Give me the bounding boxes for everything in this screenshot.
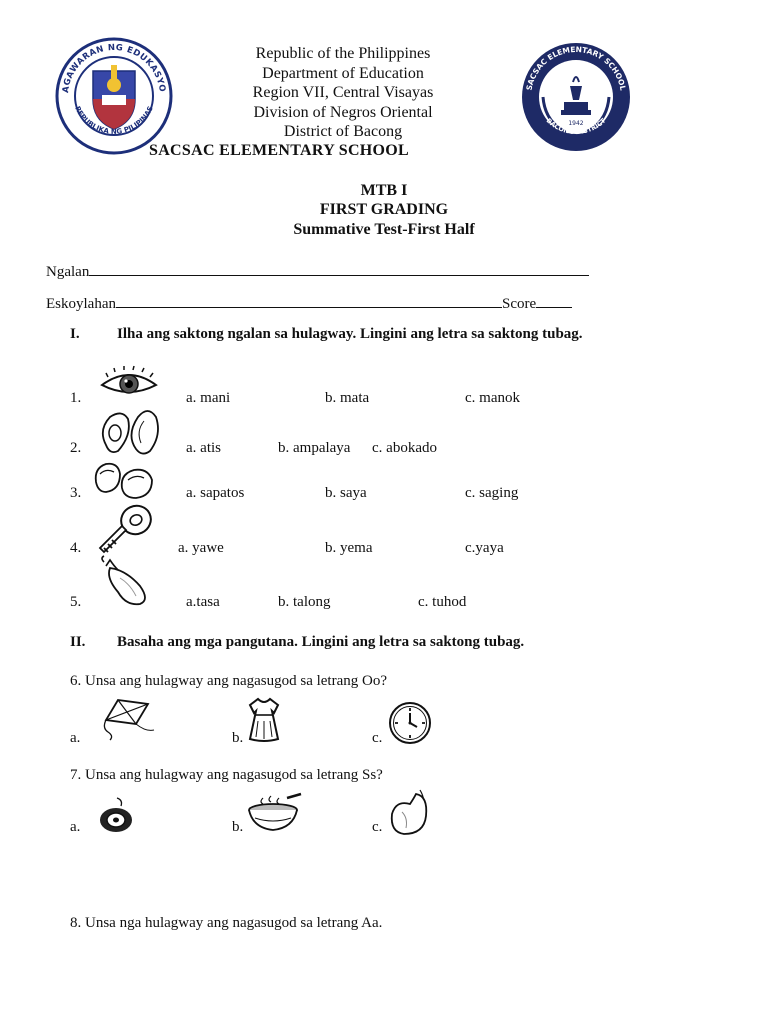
key-icon (96, 502, 156, 556)
option-a[interactable]: a.tasa (186, 594, 220, 610)
svg-text:BACONG DISTRICT: BACONG DISTRICT (544, 116, 608, 137)
svg-text:REPUBLIKA NG PILIPINAS: REPUBLIKA NG PILIPINAS (73, 104, 155, 136)
option-b[interactable]: b. saya (325, 485, 367, 501)
option-b[interactable]: b. yema (325, 540, 373, 556)
test-title: Summative Test-First Half (293, 221, 475, 238)
name-field[interactable] (46, 261, 589, 281)
option-b[interactable]: b. (232, 730, 244, 746)
option-b[interactable]: b. mata (325, 390, 370, 406)
header-line: Region VII, Central Visayas (252, 84, 434, 102)
option-b[interactable]: b. (232, 819, 244, 835)
yoyo-icon (97, 796, 135, 834)
item-number: 3. (70, 485, 82, 501)
header-line: Division of Negros Oriental (253, 103, 433, 121)
option-a[interactable]: a. sapatos (186, 485, 245, 501)
header-line: Republic of the Philippines (255, 45, 431, 62)
score-label: Score (501, 296, 537, 312)
option-c[interactable]: c. tuhod (418, 594, 467, 610)
part1-instruction: Ilha ang saktong ngalan sa hulagway. Lingini ang letra sa saktong tubag. (117, 326, 583, 342)
option-c[interactable]: c. manok (465, 390, 520, 406)
item-number: 4. (70, 540, 82, 556)
option-a[interactable]: a. (70, 819, 81, 835)
option-c[interactable]: c. saging (465, 485, 519, 501)
option-c[interactable]: c.yaya (465, 540, 504, 556)
subject-title: MTB I (360, 182, 408, 199)
grading-title: FIRST GRADING (319, 201, 449, 218)
option-b[interactable]: b. talong (278, 594, 331, 610)
eye-icon (100, 365, 158, 399)
item-number: 5. (70, 594, 82, 610)
option-c[interactable]: c. (372, 730, 383, 746)
option-a[interactable]: a. (70, 730, 81, 746)
header-line: District of Bacong (283, 123, 403, 141)
part2-number: II. (70, 634, 86, 650)
school-field[interactable] (46, 293, 572, 313)
kite-icon (96, 694, 158, 740)
question-6: 6. Unsa ang hulagway ang nagasugod sa letrang Oo? (70, 673, 387, 689)
school-label: Eskoylahan (46, 296, 116, 312)
score-line[interactable] (536, 293, 572, 308)
option-c[interactable]: c. abokado (372, 440, 437, 456)
item-number: 1. (70, 390, 82, 406)
school-name: SACSAC ELEMENTARY SCHOOL (149, 142, 410, 159)
avocado-icon (96, 405, 162, 457)
dress-icon (244, 697, 284, 743)
mango-icon (386, 788, 432, 836)
header-block (0, 44, 686, 142)
part1-number: I. (70, 326, 80, 342)
svg-text:KAGAWARAN NG EDUKASYON: KAGAWARAN NG EDUKASYON (51, 30, 167, 94)
item-number: 2. (70, 440, 82, 456)
option-b[interactable]: b. ampalaya (278, 440, 351, 456)
soup-bowl-icon (245, 794, 303, 832)
question-7: 7. Unsa ang hulagway ang nagasugod sa letrang Ss? (70, 767, 383, 783)
svg-text:SACSAC ELEMENTARY SCHOOL: SACSAC ELEMENTARY SCHOOL (524, 44, 628, 92)
question-8: 8. Unsa nga hulagway ang nagasugod sa letrang Aa. (70, 915, 383, 931)
option-a[interactable]: a. yawe (178, 540, 224, 556)
name-line[interactable] (89, 261, 589, 276)
clock-icon (388, 701, 432, 745)
name-label: Ngalan (46, 264, 90, 280)
option-a[interactable]: a. mani (186, 390, 231, 406)
part2-instruction: Basaha ang mga pangutana. Lingini ang letra sa saktong tubag. (117, 634, 525, 650)
eggplant-icon (96, 556, 152, 606)
shoes-icon (92, 460, 156, 500)
school-line[interactable] (116, 293, 502, 308)
svg-text:1942: 1942 (568, 120, 584, 127)
header-line: Department of Education (262, 64, 424, 82)
option-a[interactable]: a. atis (186, 440, 221, 456)
option-c[interactable]: c. (372, 819, 383, 835)
